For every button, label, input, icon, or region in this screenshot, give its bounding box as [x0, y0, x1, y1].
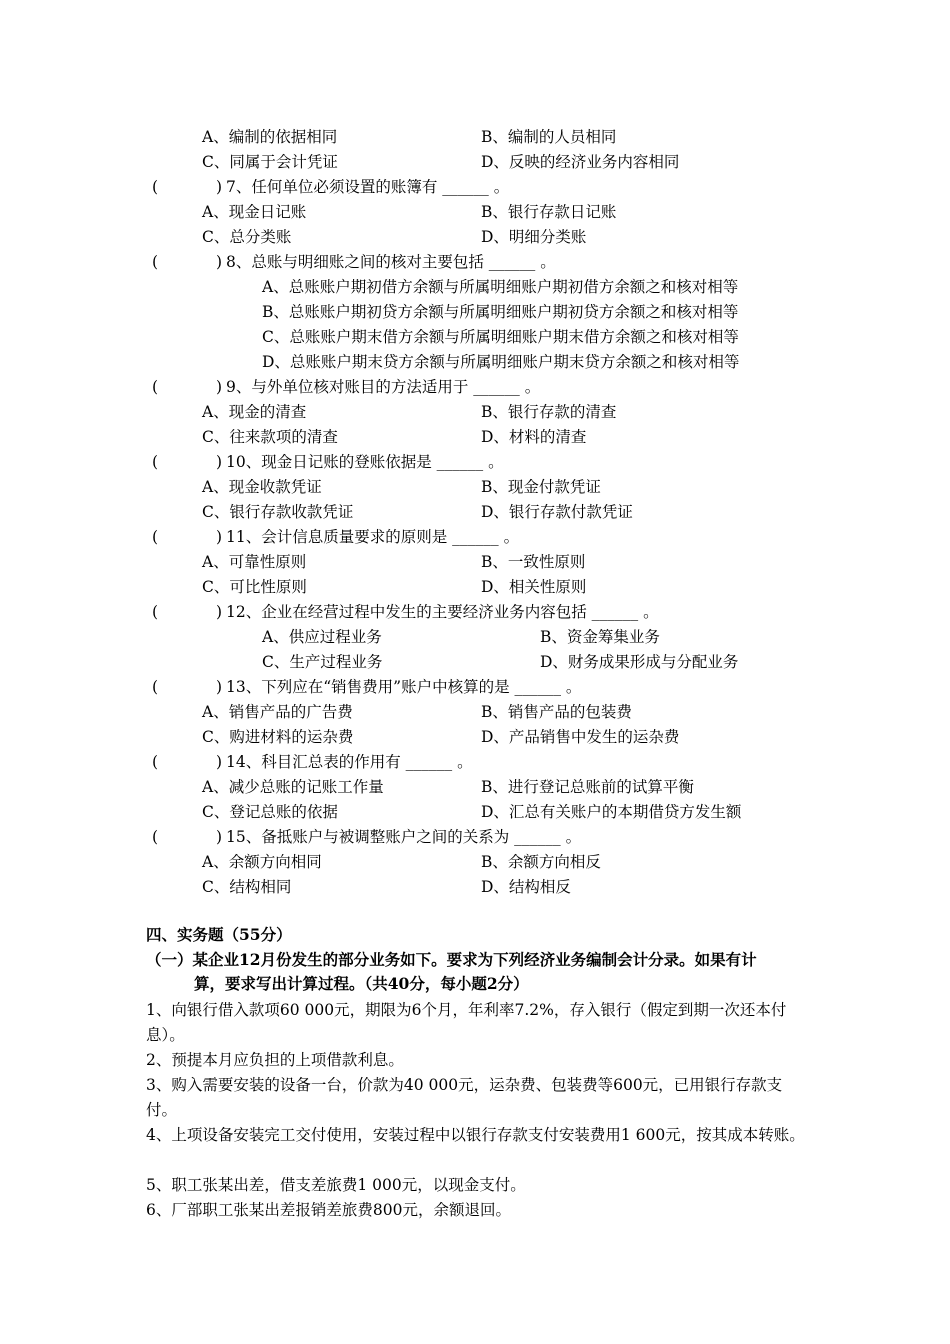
question-stem: 13、下列应在“销售费用”账户中核算的是 ______ 。 [226, 678, 582, 696]
answer-paren-close: ) [216, 453, 223, 471]
answer-paren-close: ) [216, 253, 223, 271]
q14-option-d: D、汇总有关账户的本期借贷方发生额 [481, 803, 742, 821]
answer-paren-open: ( [152, 603, 159, 621]
q13-option-b: B、销售产品的包装费 [481, 703, 632, 721]
q15-option-a: A、余额方向相同 [202, 853, 322, 871]
q11-option-c: C、可比性原则 [202, 578, 307, 596]
q9-option-d: D、材料的清查 [481, 428, 587, 446]
q10-option-d: D、银行存款付款凭证 [481, 503, 633, 521]
q11-option-d: D、相关性原则 [481, 578, 587, 596]
q12-option-d: D、财务成果形成与分配业务 [540, 653, 739, 671]
answer-paren-open: ( [152, 753, 159, 771]
q9-option-c: C、往来款项的清查 [202, 428, 338, 446]
question-8 [0, 252, 950, 274]
answer-paren-close: ) [216, 678, 223, 696]
answer-paren-close: ) [216, 378, 223, 396]
q6-option-a: A、编制的依据相同 [202, 128, 338, 146]
question-stem: 9、与外单位核对账目的方法适用于 ______ 。 [226, 378, 541, 396]
practice-item-4: 4、上项设备安装完工交付使用，安装过程中以银行存款支付安装费用1 600元，按其成本转账。 [146, 1126, 805, 1144]
q7-option-b: B、银行存款日记账 [481, 203, 617, 221]
q7-option-c: C、总分类账 [202, 228, 292, 246]
answer-paren-open: ( [152, 678, 159, 696]
answer-paren-open: ( [152, 253, 159, 271]
q15-option-c: C、结构相同 [202, 878, 292, 896]
answer-paren-open: ( [152, 453, 159, 471]
answer-paren-open: ( [152, 178, 159, 196]
q12-option-a: A、供应过程业务 [262, 628, 382, 646]
question-11 [0, 527, 950, 549]
question-stem: 10、现金日记账的登账依据是 ______ 。 [226, 453, 504, 471]
practice-item-6: 6、厂部职工张某出差报销差旅费800元，余额退回。 [146, 1201, 511, 1219]
question-stem: 11、会计信息质量要求的原则是 ______ 。 [226, 528, 520, 546]
question-10 [0, 452, 950, 474]
question-7 [0, 177, 950, 199]
section-4-title: 四、实务题（55分） [146, 925, 292, 944]
question-14 [0, 752, 950, 774]
answer-paren-close: ) [216, 828, 223, 846]
q8-option-b: B、总账账户期初贷方余额与所属明细账户期初贷方余额之和核对相等 [262, 303, 739, 321]
question-stem: 8、总账与明细账之间的核对主要包括 ______ 。 [226, 253, 556, 271]
q13-option-d: D、产品销售中发生的运杂费 [481, 728, 680, 746]
q11-option-b: B、一致性原则 [481, 553, 586, 571]
q6-option-c: C、同属于会计凭证 [202, 153, 338, 171]
q13-option-a: A、销售产品的广告费 [202, 703, 353, 721]
question-stem: 14、科目汇总表的作用有 ______ 。 [226, 753, 473, 771]
q7-option-d: D、明细分类账 [481, 228, 587, 246]
practice-item-3: 3、购入需要安装的设备一台，价款为40 000元，运杂费、包装费等600元，已用银行存款支付。 [146, 1076, 783, 1119]
q10-option-a: A、现金收款凭证 [202, 478, 322, 496]
q12-option-c: C、生产过程业务 [262, 653, 383, 671]
question-13 [0, 677, 950, 699]
q12-option-b: B、资金筹集业务 [540, 628, 660, 646]
section-4-instructions-line1: （一）某企业12月份发生的部分业务如下。要求为下列经济业务编制会计分录。如果有计 [146, 950, 757, 969]
practice-item-1: 1、向银行借入款项60 000元，期限为6个月，年利率7.2%，存入银行（假定到期一次还本付息）。 [146, 1001, 787, 1044]
answer-paren-open: ( [152, 378, 159, 396]
q7-option-a: A、现金日记账 [202, 203, 307, 221]
answer-paren-open: ( [152, 828, 159, 846]
q8-option-c: C、总账账户期末借方余额与所属明细账户期末借方余额之和核对相等 [262, 328, 739, 346]
q8-option-a: A、总账账户期初借方余额与所属明细账户期初借方余额之和核对相等 [262, 278, 739, 296]
question-stem: 12、企业在经营过程中发生的主要经济业务内容包括 ______ 。 [226, 603, 659, 621]
practice-item-5: 5、职工张某出差，借支差旅费1 000元，以现金支付。 [146, 1176, 526, 1194]
answer-paren-open: ( [152, 528, 159, 546]
question-stem: 7、任何单位必须设置的账簿有 ______ 。 [226, 178, 510, 196]
question-stem: 15、备抵账户与被调整账户之间的关系为 ______ 。 [226, 828, 582, 846]
q15-option-d: D、结构相反 [481, 878, 571, 896]
q10-option-b: B、现金付款凭证 [481, 478, 601, 496]
q10-option-c: C、银行存款收款凭证 [202, 503, 354, 521]
q13-option-c: C、购进材料的运杂费 [202, 728, 354, 746]
q9-option-a: A、现金的清查 [202, 403, 307, 421]
q9-option-b: B、银行存款的清查 [481, 403, 617, 421]
question-9 [0, 377, 950, 399]
q6-option-d: D、反映的经济业务内容相同 [481, 153, 680, 171]
q11-option-a: A、可靠性原则 [202, 553, 307, 571]
answer-paren-close: ) [216, 603, 223, 621]
q6-option-b: B、编制的人员相同 [481, 128, 617, 146]
answer-paren-close: ) [216, 178, 223, 196]
section-4-instructions-line2: 算，要求写出计算过程。（共40分，每小题2分） [194, 974, 529, 993]
question-15 [0, 827, 950, 849]
q14-option-a: A、减少总账的记账工作量 [202, 778, 384, 796]
question-12 [0, 602, 950, 624]
q15-option-b: B、余额方向相反 [481, 853, 601, 871]
q14-option-b: B、进行登记总账前的试算平衡 [481, 778, 694, 796]
answer-paren-close: ) [216, 753, 223, 771]
q14-option-c: C、登记总账的依据 [202, 803, 338, 821]
answer-paren-close: ) [216, 528, 223, 546]
q8-option-d: D、总账账户期末贷方余额与所属明细账户期末贷方余额之和核对相等 [262, 353, 740, 371]
practice-item-2: 2、预提本月应负担的上项借款利息。 [146, 1051, 404, 1069]
